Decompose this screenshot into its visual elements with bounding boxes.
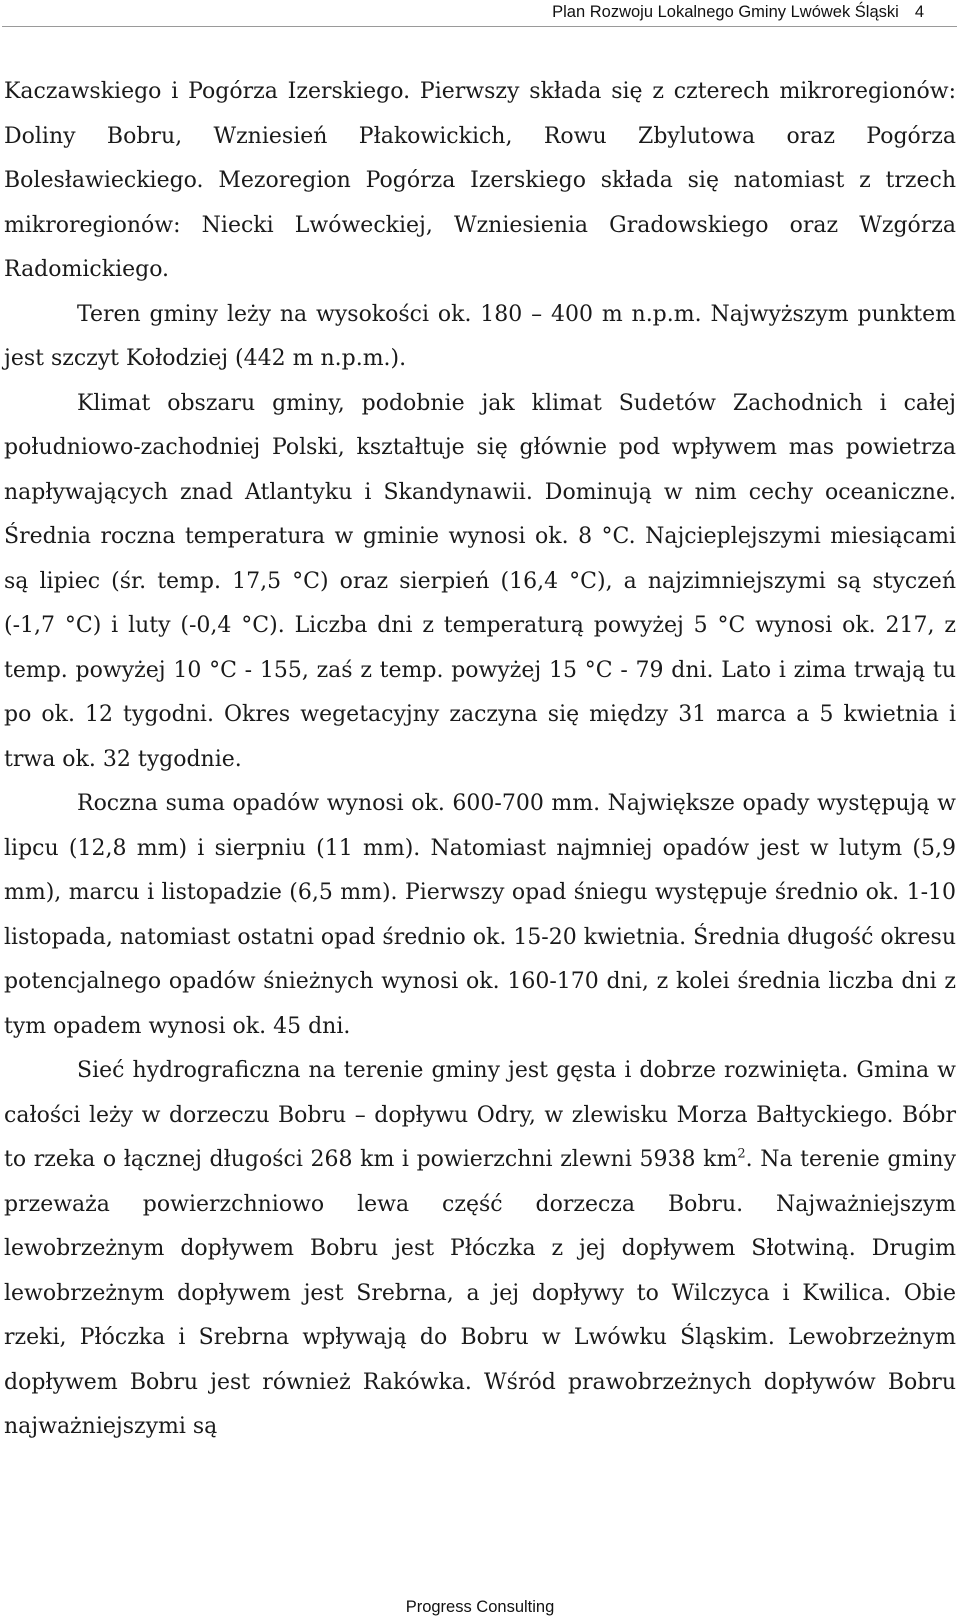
header-divider [2, 26, 957, 27]
page-header [0, 0, 960, 26]
page-number: 4 [914, 3, 924, 21]
hydrography-text-part-2: . Na terenie gminy przeważa powierzchniowo lewa część dorzecza Bobru. Najważniejszym lewobrzeżnym dopływem Bobru jest Płóczka z jej dopływem Słotwiną. Drugim lewobrzeżnym dopływem jest Srebrna, a jej dopływy to Wilczyca i Kwilica. Obie rzeki, Płóczka i Srebrna wpływają do Bobru w Lwówku Śląskim. Lewobrzeżnym dopływem Bobru jest również Rakówka. Wśród prawobrzeżnych dopływów Bobru najważniejszymi są [4, 1147, 956, 1439]
paragraph-precipitation: Roczna suma opadów wynosi ok. 600-700 mm. Największe opady występują w lipcu (12,8 mm) i sierpniu (11 mm). Natomiast najmniej opadów jest w lutym (5,9 mm), marcu i listopadzie (6,5 mm). Pierwszy opad śniegu występuje średnio ok. 1-10 listopada, natomiast ostatni opad średnio ok. 15-20 kwietnia. Średnia długość okresu potencjalnego opadów śnieżnych wynosi ok. 160-170 dni, z kolei średnia liczba dni z tym opadem wynosi ok. 45 dni. [4, 791, 956, 1039]
paragraph-regions: Kaczawskiego i Pogórza Izerskiego. Pierwszy składa się z czterech mikroregionów: Doliny Bobru, Wzniesień Płakowickich, Rowu Zbylutowa oraz Pogórza Bolesławieckiego. Mezoregion Pogórza Izerskiego składa się natomiast z trzech mikroregionów: Niecki Lwóweckiej, Wzniesienia Gradowskiego oraz Wzgórza Radomickiego. [4, 79, 956, 282]
hydrography-text-part-1: Sieć hydrograficzna na terenie gminy jest gęsta i dobrze rozwinięta. Gmina w całości leży w dorzeczu Bobru – dopływu Odry, w zlewisku Morza Bałtyckiego. Bóbr to rzeka o łącznej długości 268 km i powierzchni zlewni 5938 km [4, 1058, 956, 1172]
paragraph-elevation: Teren gminy leży na wysokości ok. 180 – 400 m n.p.m. Najwyższym punktem jest szczyt Kołodziej (442 m n.p.m.). [4, 301, 956, 371]
square-km-superscript: 2 [737, 1146, 746, 1162]
page-footer: Progress Consulting [405, 1598, 555, 1616]
document-body [4, 70, 956, 1450]
document-title: Plan Rozwoju Lokalnego Gminy Lwówek Śląski [552, 3, 899, 21]
paragraph-hydrography [4, 1049, 956, 1450]
paragraph-climate: Klimat obszaru gminy, podobnie jak klimat Sudetów Zachodnich i całej południowo-zachodniej Polski, kształtuje się głównie pod wpływem mas powietrza napływających znad Atlantyku i Skandynawii. Dominują w nim cechy oceaniczne. Średnia roczna temperatura w gminie wynosi ok. 8 °C. Najcieplejszymi miesiącami są lipiec (śr. temp. 17,5 °C) oraz sierpień (16,4 °C), a najzimniejszymi są styczeń (-1,7 °C) i luty (-0,4 °C). Liczba dni z temperaturą powyżej 5 °C wynosi ok. 217, z temp. powyżej 10 °C - 155, zaś z temp. powyżej 15 °C - 79 dni. Lato i zima trwają tu po ok. 12 tygodni. Okres wegetacyjny zaczyna się między 31 marca a 5 kwietnia i trwa ok. 32 tygodnie. [4, 390, 956, 772]
header-text [552, 3, 924, 22]
